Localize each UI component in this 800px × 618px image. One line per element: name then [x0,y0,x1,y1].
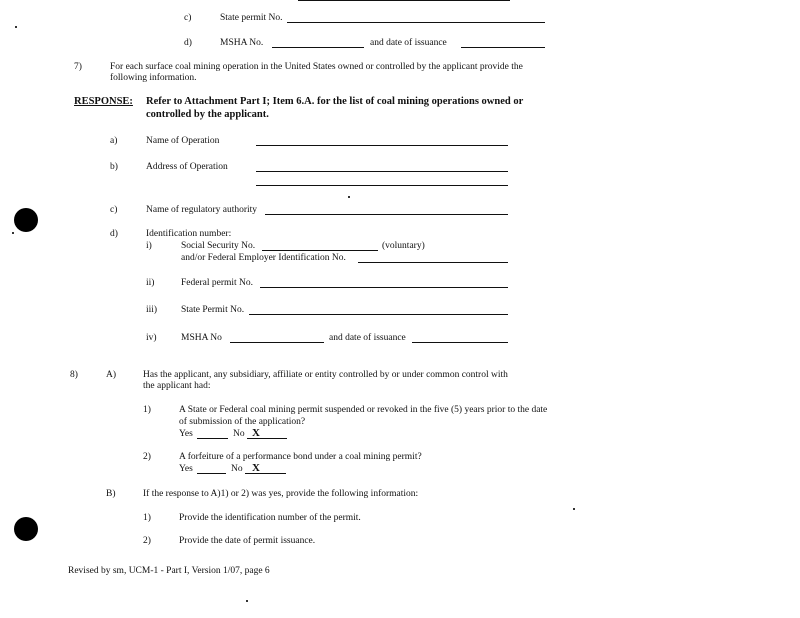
msha-issuance-label: and date of issuance [329,333,406,343]
q8-b-label: B) [106,489,116,499]
punch-hole-lower [14,517,38,541]
q8-a-text-1: Has the applicant, any subsidiary, affiliate or entity controlled by or under common control with [143,370,508,380]
q8-item2-text: A forfeiture of a performance bond under a coal mining permit? [179,452,422,462]
q8-item1-yes-field [197,438,228,439]
state-permit-no-field [249,314,508,315]
fein-field [358,262,508,263]
msha-date-label: and date of issuance [370,38,447,48]
q8-b-text: If the response to A)1) or 2) was yes, provide the following information: [143,489,419,499]
q8-a-text-2: the applicant had: [143,381,211,391]
top-rule [298,0,510,1]
q8-item1-yes-label: Yes [179,429,193,439]
punch-hole-upper [14,208,38,232]
q8-a-label: A) [106,370,117,380]
scan-speck [348,196,350,198]
field-d-label: d) [110,229,118,239]
operation-address-label: Address of Operation [146,162,228,172]
field-iv-label: iv) [146,333,157,343]
msha-no-field [230,342,324,343]
q7-text-1: For each surface coal mining operation in the United States owned or controlled by the applicant provide the [110,62,523,72]
federal-permit-field [260,287,508,288]
q8-b2-text: Provide the date of permit issuance. [179,536,316,546]
msha-no-label: MSHA No [181,333,222,343]
page-footer: Revised by sm, UCM-1 - Part I, Version 1/07, page 6 [68,566,270,576]
operation-address-field-2 [256,185,508,186]
state-permit-field [287,22,545,23]
q8-b1-label: 1) [143,513,151,523]
field-i-label: i) [146,241,152,251]
q8-item1-no-mark: X [252,427,260,439]
field-c-label: c) [110,205,118,215]
q8-b1-text: Provide the identification number of the permit. [179,513,361,523]
q8-number: 8) [70,370,78,380]
ssn-voluntary-note: (voluntary) [382,241,425,251]
operation-name-label: Name of Operation [146,136,220,146]
regulatory-authority-label: Name of regulatory authority [146,205,258,215]
field-a-label: a) [110,136,118,146]
scan-speck [15,26,17,28]
field-b-label: b) [110,162,118,172]
msha-date-field [461,47,545,48]
ssn-label: Social Security No. [181,241,256,251]
q8-item2-yes-field [197,473,226,474]
scan-speck [573,508,575,510]
field-iii-label: iii) [146,305,158,315]
scan-speck [246,600,248,602]
response-text-1: Refer to Attachment Part I; Item 6.A. for the list of coal mining operations owned or [146,96,524,107]
fein-label: and/or Federal Employer Identification No. [181,253,346,263]
q7-text-2: following information. [110,73,197,83]
ssn-field [262,250,378,251]
identification-label: Identification number: [146,229,232,239]
q8-item2-no-label: No [231,464,243,474]
state-permit-label: State permit No. [220,13,283,23]
regulatory-authority-field [265,214,508,215]
msha-issuance-field [412,342,508,343]
q8-item2-yes-label: Yes [179,464,193,474]
q8-item1-text-1: A State or Federal coal mining permit suspended or revoked in the five (5) years prior to the date [179,405,548,415]
field-ii-label: ii) [146,278,155,288]
item-d-label: d) [184,38,192,48]
q8-item2-label: 2) [143,452,151,462]
federal-permit-label: Federal permit No. [181,278,254,288]
msha-field [272,47,364,48]
item-c-label: c) [184,13,192,23]
q8-item1-label: 1) [143,405,151,415]
operation-name-field [256,145,508,146]
q8-item1-no-label: No [233,429,245,439]
scan-speck [12,232,14,234]
operation-address-field-1 [256,171,508,172]
response-label: RESPONSE: [74,96,133,107]
q8-item1-text-2: of submission of the application? [179,417,306,427]
state-permit-no-label: State Permit No. [181,305,245,315]
q8-b2-label: 2) [143,536,151,546]
q7-number: 7) [74,62,82,72]
q8-item2-no-mark: X [252,462,260,474]
response-text-2: controlled by the applicant. [146,109,269,120]
msha-label: MSHA No. [220,38,264,48]
